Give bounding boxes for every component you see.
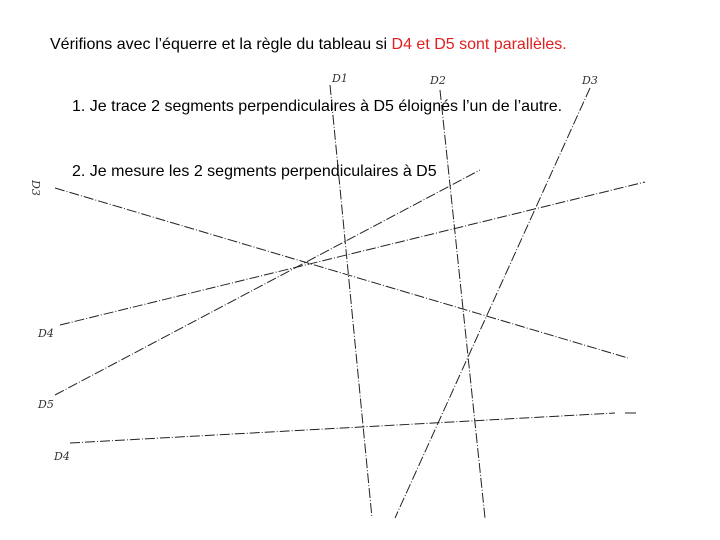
label-d4-left: D4	[38, 327, 54, 340]
title-highlight: D4 et D5 sont parallèles.	[391, 36, 567, 53]
step-1: 1. Je trace 2 segments perpendiculaires à D5 éloignés l’un de l’autre.	[72, 98, 563, 115]
line-d3-rising	[60, 182, 645, 325]
step-2: 2. Je mesure les 2 segments perpendiculaires à D5	[72, 163, 437, 180]
line-d5	[70, 413, 615, 443]
label-d2: D2	[430, 74, 446, 87]
line-d1	[330, 85, 372, 518]
label-d1: D1	[332, 72, 348, 85]
line-d4	[55, 170, 480, 395]
line-d3-right	[395, 88, 590, 518]
label-d3-top: D3	[582, 74, 598, 87]
label-d3-left: D3	[29, 180, 42, 196]
page-title	[50, 36, 567, 54]
title-prefix: Vérifions avec l’équerre et la règle du tableau si	[50, 36, 392, 53]
label-d4-bottom: D4	[54, 450, 70, 463]
label-d5: D5	[38, 398, 54, 411]
line-d3-left	[55, 188, 628, 358]
